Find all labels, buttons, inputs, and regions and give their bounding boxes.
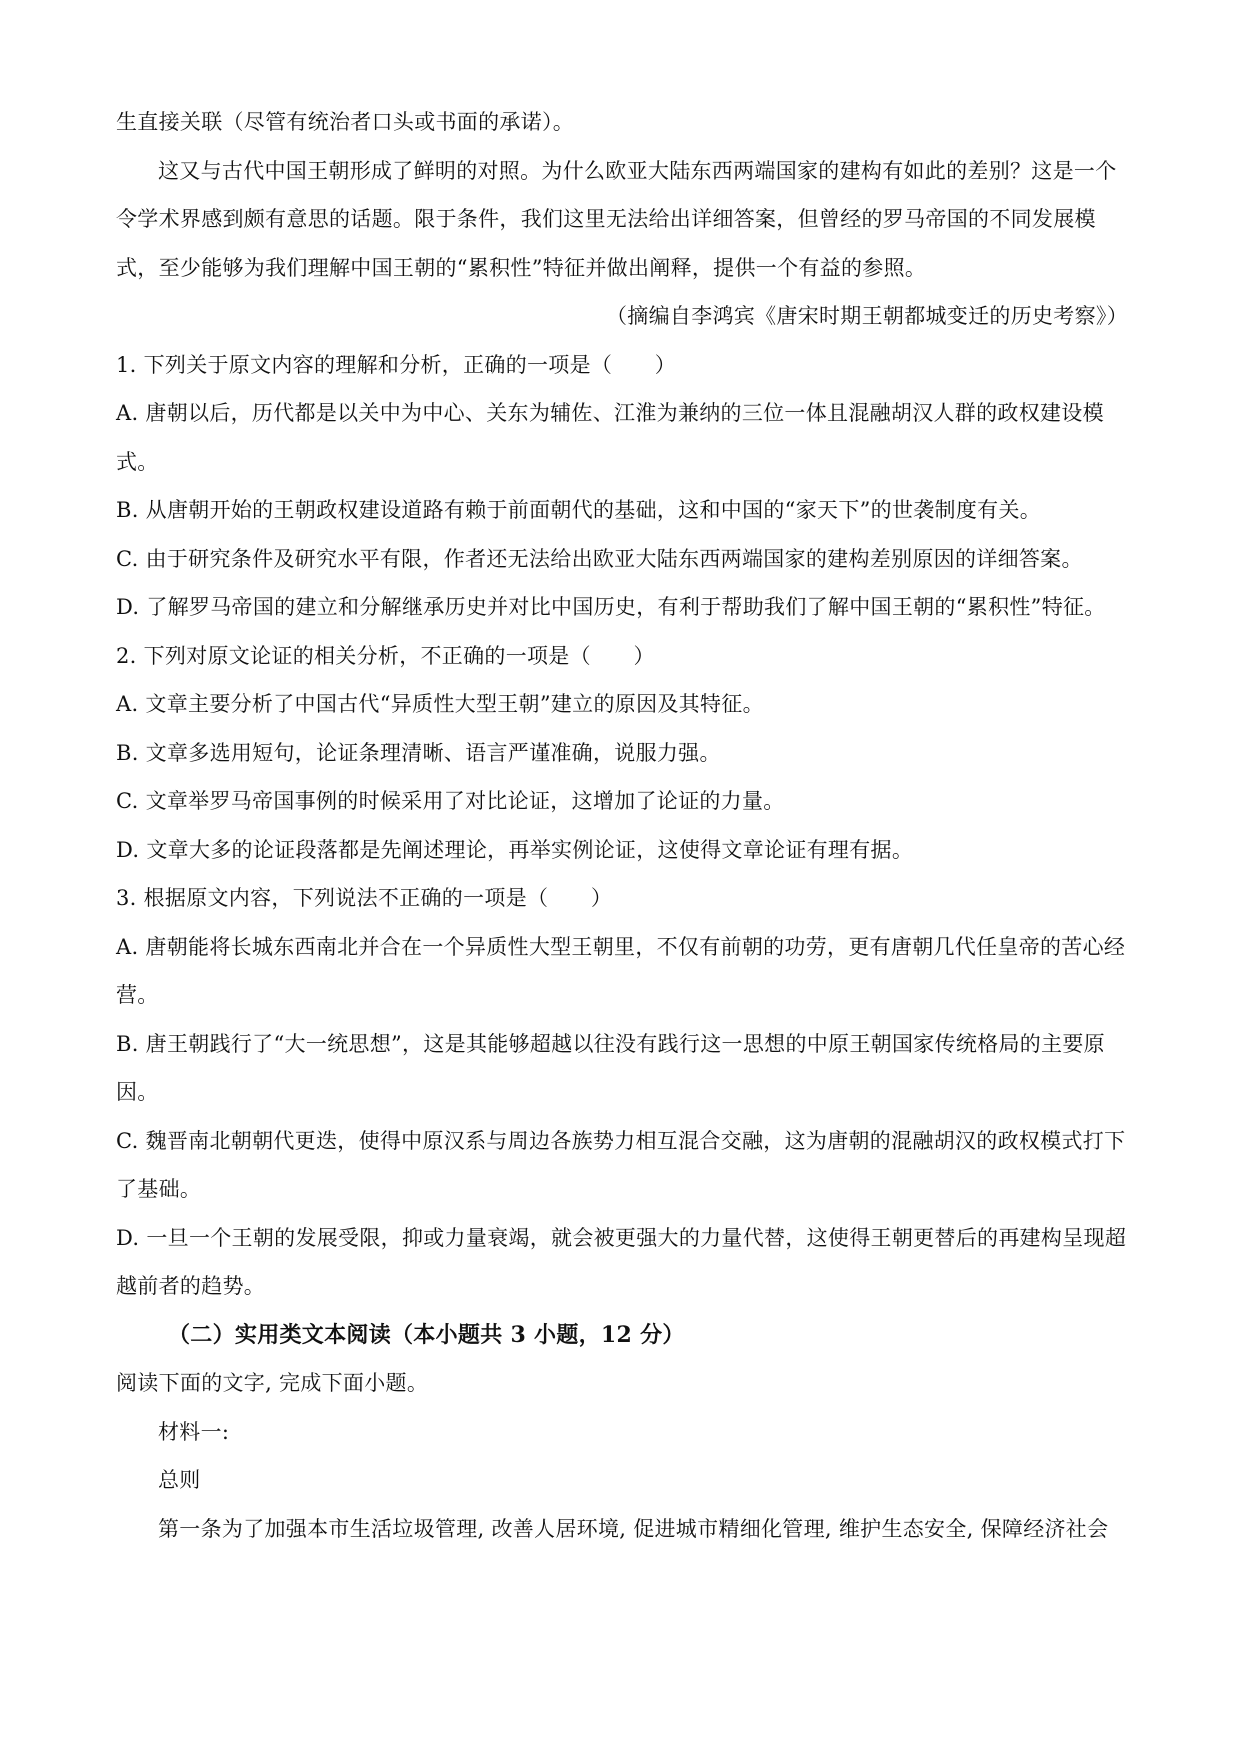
question-3-option-a: A. 唐朝能将长城东西南北并合在一个异质性大型王朝里，不仅有前朝的功劳，更有唐朝几代任皇帝的苦心经营。 bbox=[116, 934, 1126, 1007]
section-2-instruction: 阅读下面的文字, 完成下面小题。 bbox=[116, 1371, 429, 1395]
article-1-text: 第一条为了加强本市生活垃圾管理, 改善人居环境, 促进城市精细化管理, 维护生态安全, 保障经济社会 bbox=[158, 1516, 1109, 1541]
question-2-stem: 2. 下列对原文论证的相关分析，不正确的一项是（ ） bbox=[116, 643, 655, 668]
question-1-stem: 1. 下列关于原文内容的理解和分析，正确的一项是（ ） bbox=[116, 352, 677, 377]
question-2-option-a: A. 文章主要分析了中国古代“异质性大型王朝”建立的原因及其特征。 bbox=[116, 692, 764, 716]
question-1-option-c: C. 由于研究条件及研究水平有限，作者还无法给出欧亚大陆东西两端国家的建构差别原因的详细答案。 bbox=[116, 546, 1083, 571]
question-1-option-a: A. 唐朝以后，历代都是以关中为中心、关东为辅佐、江淮为兼纳的三位一体且混融胡汉人群的政权建设模式。 bbox=[116, 401, 1104, 474]
passage-continuation-line: 生直接关联（尽管有统治者口头或书面的承诺）。 bbox=[116, 110, 575, 134]
question-2-option-b: B. 文章多选用短句，论证条理清晰、语言严谨准确，说服力强。 bbox=[116, 740, 721, 765]
question-2 bbox=[116, 632, 1128, 875]
question-1-option-d: D. 了解罗马帝国的建立和分解继承历史并对比中国历史，有利于帮助我们了解中国王朝的“累积性”特征。 bbox=[116, 595, 1106, 619]
passage-source-citation: （摘编自李鸿宾《唐宋时期王朝都城变迁的历史考察》） bbox=[606, 304, 1128, 328]
question-3-option-c: C. 魏晋南北朝朝代更迭，使得中原汉系与周边各族势力相互混合交融，这为唐朝的混融胡汉的政权模式打下了基础。 bbox=[116, 1128, 1126, 1201]
question-2-option-c: C. 文章举罗马帝国事例的时候采用了对比论证，这增加了论证的力量。 bbox=[116, 789, 785, 813]
question-2-option-d: D. 文章大多的论证段落都是先阐述理论，再举实例论证，这使得文章论证有理有据。 bbox=[116, 837, 914, 862]
question-3 bbox=[116, 874, 1128, 1311]
question-3-option-b: B. 唐王朝践行了“大一统思想”，这是其能够超越以往没有践行这一思想的中原王朝国家传统格局的主要原因。 bbox=[116, 1031, 1105, 1104]
question-1 bbox=[116, 341, 1128, 632]
question-3-stem: 3. 根据原文内容，下列说法不正确的一项是（ ） bbox=[116, 886, 613, 910]
page-content bbox=[116, 98, 1128, 1553]
question-1-option-b: B. 从唐朝开始的王朝政权建设道路有赖于前面朝代的基础，这和中国的“家天下”的世袭制度有关。 bbox=[116, 498, 1042, 522]
chapter-general-provisions-label: 总则 bbox=[158, 1468, 201, 1492]
question-3-option-d: D. 一旦一个王朝的发展受限，抑或力量衰竭，就会被更强大的力量代替，这使得王朝更替后的再建构呈现超越前者的趋势。 bbox=[116, 1225, 1127, 1298]
passage-paragraph-contrast: 这又与古代中国王朝形成了鲜明的对照。为什么欧亚大陆东西两端国家的建构有如此的差别？这是一个令学术界感到颇有意思的话题。限于条件，我们这里无法给出详细答案，但曾经的罗马帝国的不同发展模式，至少能够为我们理解中国王朝的“累积性”特征并做出阐释，提供一个有益的参照。 bbox=[116, 158, 1117, 280]
section-2-heading: （二）实用类文本阅读（本小题共 3 小题，12 分） bbox=[168, 1321, 685, 1348]
material-1-label: 材料一: bbox=[158, 1419, 230, 1444]
